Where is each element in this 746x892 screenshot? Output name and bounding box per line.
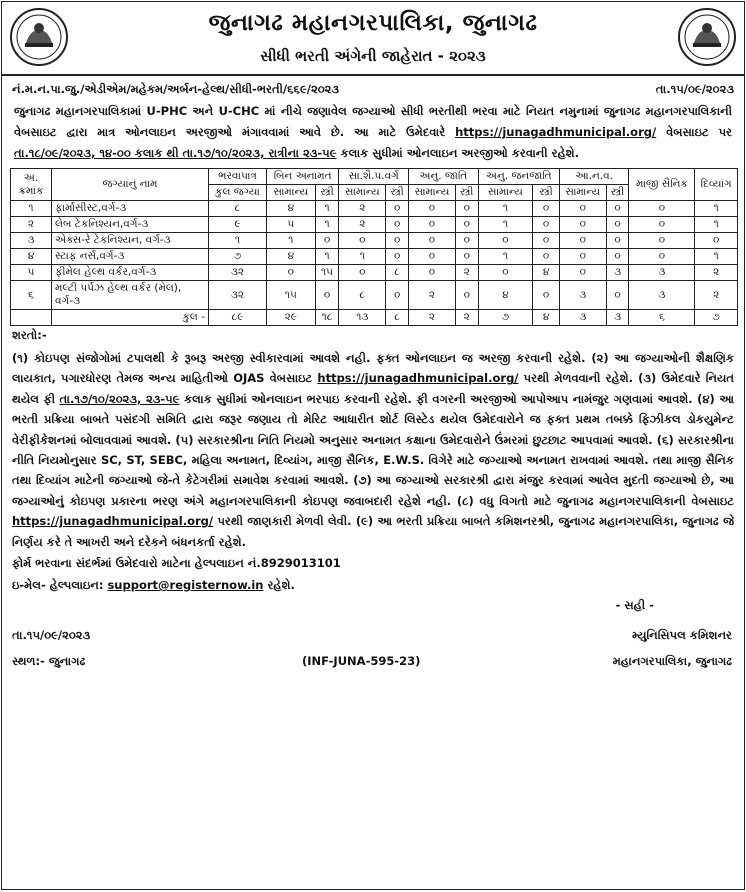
table-cell: ૦ <box>629 201 695 217</box>
totals-cell: ૨ <box>409 310 456 326</box>
post-name: ફાર્માસીસ્ટ,વર્ગ-૩ <box>52 201 209 217</box>
table-cell: ૦ <box>533 249 560 265</box>
header-ex-serviceman: માજી સૈનિક <box>629 169 695 201</box>
post-total: ૩૨ <box>209 265 267 281</box>
posts-table <box>10 168 738 326</box>
table-cell: ૧ <box>695 201 738 217</box>
table-cell: ૦ <box>606 281 629 310</box>
conditions-heading: શરતો:- <box>12 328 47 342</box>
table-row <box>11 281 738 310</box>
table-cell: ૨ <box>695 265 738 281</box>
table-cell: ૦ <box>478 265 533 281</box>
conditions-text: પરથી મેળવવાની રહેશે. (૩) ઉમેદવારે નિયત થયેલ ફી <box>12 371 734 406</box>
post-total: ૭ <box>209 249 267 265</box>
email-suffix: રહેશે. <box>263 578 295 593</box>
table-cell: ૧ <box>315 249 339 265</box>
table-row <box>11 233 738 249</box>
table-cell: ૦ <box>533 233 560 249</box>
table-cell: ૧૫ <box>315 265 339 281</box>
totals-label: કુલ - <box>52 310 209 326</box>
totals-cell: ૩ <box>559 310 606 326</box>
page-title: જુનાગઢ મહાનગરપાલિકા, જુનાગઢ <box>208 10 538 36</box>
table-cell: ૦ <box>559 265 606 281</box>
page-subtitle: સીધી ભરતી અંગેની જાહેરાત - ૨૦૨૩ <box>260 47 486 65</box>
totals-cell: ૪ <box>533 310 560 326</box>
header-ews: આ.ન.વ. <box>559 169 629 185</box>
header-sr: અ. ક્રમાંક <box>11 169 52 201</box>
email-link[interactable]: support@registernow.in <box>107 578 264 593</box>
table-cell: ૦ <box>386 217 409 233</box>
totals-cell: ૨ <box>455 310 478 326</box>
table-cell: ૦ <box>386 201 409 217</box>
table-cell: ૩ <box>629 281 695 310</box>
table-cell: ૧ <box>695 249 738 265</box>
header-female: સ્ત્રી <box>606 185 629 201</box>
signatory-designation: મ્યુનિસિપલ કમિશનર <box>632 628 732 643</box>
table-cell: ૦ <box>606 217 629 233</box>
totals-cell: ૬ <box>629 310 695 326</box>
footer-place: સ્થળ:- જુનાગઢ <box>12 654 86 669</box>
table-row <box>11 249 738 265</box>
header-sebc: સા.શૈ.પ.વર્ગ <box>339 169 409 185</box>
email-label: ઇ-મેલ- હેલ્પલાઇન: <box>12 578 108 593</box>
signatory-office: મહાનગરપાલિકા, જુનાગઢ <box>612 654 732 669</box>
table-cell: ૦ <box>533 201 560 217</box>
conditions-text: કલાક સુધીમાં ઓનલાઇન ભરપાઇ કરવાની રહેશે. ફી વગરની અરજીઓ આપોઆપ નામંજુર ગણવામાં આવશે. (૪) આ ભરતી પ્રક્રિયા બાબતે પસંદગી સમિતિ દ્વારા જરૂર જણાય તો મેરિટ આધારીત શોર્ટ લિસ્ટેડ થયેલ ઉમેદવારોને જ ફક્ત પ્રથમ તબક્કે ફિઝીકલ ડોકયુમેન્ટ વેરીફીકેશનમાં બોલાવવામાં આવશે. (૫) સરકારશ્રીના નિતિ નિયમો અનુસાર અનામત કક્ષાના ઉમેદવારોને ઉંમરમાં છુટછાટ આપવામાં આવશે. (૬) સરકારશ્રીના નીતિ નિયમોનુસાર SC, ST, SEBC, મહિલા અનામત, દિવ્યાંગ, માજી સૈનિક, E.W.S. વિગેરે માટે જગ્યાઓ અનામત રાખવામાં આવશે. તથા માજી સૈનિક તથા દિવ્યાંગ માટેની જગ્યાઓ જે-તે કેટેગરીમાં સમાવેશ કરવામાં આવશે. (૭) આ જગ્યાઓ સરકારશ્રી દ્વારા મંજુર કરવામાં આવેલ મુદતી જગ્યાઓ છે, આ જગ્યાઓનું કોઇપણ પ્રકારના ભરણ અંગે મહાનગરપાલિકાની કોઇપણ જવાબદારી રહેશે નહી. (૮) વધુ વિગતો માટે જુનાગઢ મહાનગરપાલિકાની વેબસાઇટ <box>12 391 734 508</box>
row-number: ૫ <box>11 265 52 281</box>
table-cell: ૧ <box>478 217 533 233</box>
footer <box>2 596 744 672</box>
table-cell: ૫ <box>266 217 315 233</box>
reference-line <box>2 76 744 99</box>
table-cell: ૦ <box>409 217 456 233</box>
table-cell: ૩ <box>606 265 629 281</box>
table-cell: ૦ <box>339 265 386 281</box>
application-period: તા.૧૮/૦૯/૨૦૨૩, ૧૪-૦૦ કલાક થી તા.૧૭/૧૦/૨૦૨૩, રાત્રીના ૨૩-૫૯ <box>14 146 337 160</box>
table-cell: ૪ <box>533 265 560 281</box>
table-cell: ૦ <box>339 233 386 249</box>
totals-blank <box>11 310 52 326</box>
table-cell: ૦ <box>606 233 629 249</box>
table-cell: ૦ <box>386 233 409 249</box>
table-row <box>11 201 738 217</box>
table-cell: ૧ <box>478 249 533 265</box>
table-cell: ૦ <box>455 201 478 217</box>
table-cell: ૨ <box>695 281 738 310</box>
table-cell: ૩ <box>629 265 695 281</box>
table-cell: ૧ <box>695 217 738 233</box>
table-cell: ૪ <box>478 281 533 310</box>
header-divyang: દિવ્યાંગ <box>695 169 738 201</box>
header-general: સામાન્ય <box>478 185 533 201</box>
conditions-paragraph <box>2 345 744 552</box>
table-cell: ૦ <box>533 217 560 233</box>
reference-date: તા.૧૫/૦૯/૨૦૨૩ <box>655 82 734 96</box>
intro-text: કલાક સુધીમાં ઓનલાઇન અરજીઓ કરવાની રહેશે. <box>336 146 580 160</box>
table-cell: ૦ <box>478 233 533 249</box>
totals-cell: ૭ <box>478 310 533 326</box>
helpline-email-line <box>12 574 734 596</box>
table-cell: ૨ <box>339 217 386 233</box>
header-unreserved: બિન અનામત <box>266 169 338 185</box>
table-row <box>11 217 738 233</box>
table-cell: ૦ <box>695 233 738 249</box>
website-link[interactable]: https://junagadhmunicipal.org/ <box>317 371 519 386</box>
footer-date: તા.૧૫/૦૯/૨૦૨૩ <box>12 628 91 643</box>
totals-cell: ૧૩ <box>339 310 386 326</box>
table-cell: ૦ <box>606 249 629 265</box>
totals-cell: ૧૮ <box>315 310 339 326</box>
table-cell: ૧ <box>315 201 339 217</box>
conditions-text: પરથી જાણકારી મેળવી લેવી. (૯) આ ભરતી પ્રક્રિયા બાબતે કમિશનરશ્રી, જુનાગઢ મહાનગરપાલિકા, જુનાગઢ જે નિર્ણય કરે તે આખરી અને દરેકને બંધનકર્તા રહેશે. <box>12 514 734 549</box>
table-cell: ૧૫ <box>266 281 315 310</box>
table-cell: ૦ <box>409 265 456 281</box>
row-number: ૧ <box>11 201 52 217</box>
header-post-name: જગ્યાનું નામ <box>52 169 209 201</box>
helpline-phone: ફોર્મ ભરવાના સંદર્ભમાં ઉમેદવારો માટેના હેલ્પલાઇન નં.8929013101 <box>12 556 341 571</box>
post-name: સ્ટાફ નર્સ,વર્ગ-૩ <box>52 249 209 265</box>
table-cell: ૮ <box>339 281 386 310</box>
website-link[interactable]: https://junagadhmunicipal.org/ <box>455 125 657 139</box>
table-row <box>11 265 738 281</box>
table-cell: ૦ <box>455 233 478 249</box>
table-cell: ૦ <box>409 201 456 217</box>
header-female: સ્ત્રી <box>533 185 560 201</box>
header-general: સામાન્ય <box>339 185 386 201</box>
table-cell: ૦ <box>559 201 606 217</box>
header <box>2 2 744 76</box>
table-cell: ૩ <box>559 281 606 310</box>
table-cell: ૦ <box>409 233 456 249</box>
table-cell: ૧ <box>478 201 533 217</box>
advertisement-page <box>1 1 745 890</box>
table-cell: ૨ <box>455 265 478 281</box>
post-total: ૧ <box>209 233 267 249</box>
website-link[interactable]: https://junagadhmunicipal.org/ <box>12 514 214 529</box>
table-cell: ૨ <box>409 281 456 310</box>
table-cell: ૦ <box>386 281 409 310</box>
header-st: અનુ. જનજાતિ <box>478 169 559 185</box>
table-cell: ૦ <box>533 281 560 310</box>
post-total: ૩૨ <box>209 281 267 310</box>
table-cell: ૦ <box>455 217 478 233</box>
header-total: કુલ જગ્યા <box>209 185 267 201</box>
table-cell: ૨ <box>339 201 386 217</box>
post-name: લેબ ટેકનિશ્યન,વર્ગ-૩ <box>52 217 209 233</box>
totals-cell: ૨૯ <box>266 310 315 326</box>
table-cell: ૪ <box>266 201 315 217</box>
row-number: ૨ <box>11 217 52 233</box>
table-cell: ૧ <box>266 233 315 249</box>
header-fill: ભરવાપાત્ર <box>209 169 267 185</box>
table-cell: ૦ <box>455 249 478 265</box>
header-female: સ્ત્રી <box>455 185 478 201</box>
post-total: ૮ <box>209 201 267 217</box>
totals-cell: ૩ <box>606 310 629 326</box>
header-female: સ્ત્રી <box>315 185 339 201</box>
table-cell: ૦ <box>629 233 695 249</box>
table-cell: ૪ <box>266 249 315 265</box>
totals-cell: ૮ <box>386 310 409 326</box>
table-cell: ૧ <box>315 217 339 233</box>
header-female: સ્ત્રી <box>386 185 409 201</box>
intro-paragraph <box>2 99 744 168</box>
table-cell: ૦ <box>315 233 339 249</box>
table-cell: ૧ <box>339 249 386 265</box>
table-cell: ૦ <box>629 249 695 265</box>
post-total: ૯ <box>209 217 267 233</box>
table-cell: ૦ <box>559 233 606 249</box>
table-cell: ૦ <box>455 281 478 310</box>
post-name: એક્સ-રે ટેકનિશ્યન, વર્ગ-૩ <box>52 233 209 249</box>
intro-text: જુનાગઢ મહાનગરપાલિકામાં U-PHC અને U-CHC માં નીચે જણાવેલ જગ્યાઓ સીધી ભરતીથી ભરવા માટે નિયત નમુનામાં જુનાગઢ મહાનગરપાલિકાની વેબસાઇટ દ્વારા માત્ર ઓનલાઇન અરજીઓ મંગાવવામાં આવે છે. આ માટે ઉમેદવારે <box>14 104 732 139</box>
row-number: ૩ <box>11 233 52 249</box>
table-cell: ૮ <box>386 265 409 281</box>
table-cell: ૦ <box>266 265 315 281</box>
table-cell: ૦ <box>409 249 456 265</box>
header-general: સામાન્ય <box>266 185 315 201</box>
post-name: ફીમેલ હેલ્થ વર્કર,વર્ગ-૩ <box>52 265 209 281</box>
totals-cell: ૭ <box>695 310 738 326</box>
footer-code: (INF-JUNA-595-23) <box>302 654 421 669</box>
totals-total: ૮૯ <box>209 310 267 326</box>
reference-number: નં.મ.ન.પા.જુ./એડીએમ/મહેકમ/અર્બન-હેલ્થ/સીધી-ભરતી/૬૬૯/૨૦૨૩ <box>12 82 340 96</box>
intro-text: વેબસાઇટ પર <box>656 125 732 139</box>
table-cell: ૦ <box>559 217 606 233</box>
table-cell: ૦ <box>629 217 695 233</box>
header-sc: અનુ. જાતિ <box>409 169 479 185</box>
helpline-block <box>2 552 744 596</box>
table-cell: ૦ <box>606 201 629 217</box>
header-general: સામાન્ય <box>559 185 606 201</box>
signature-mark: - સહી - <box>615 598 654 613</box>
post-name: મલ્ટી પર્પઝ હેલ્થ વર્કર (મેલ), વર્ગ-૩ <box>52 281 209 310</box>
header-general: સામાન્ય <box>409 185 456 201</box>
totals-row <box>11 310 738 326</box>
fee-deadline: તા.૧૭/૧૦/૨૦૨૩, ૨૩-૫૯ <box>59 391 180 406</box>
table-cell: ૦ <box>386 249 409 265</box>
row-number: ૬ <box>11 281 52 310</box>
conditions-text: (૧) કોઇપણ સંજોગોમાં ટપાલથી કે રૂબરૂ અરજી સ્વીકારવામાં આવશે નહી. ફક્ત ઓનલાઇન જ અરજી કરવાની રહેશે. (૨) આ જગ્યાઓની શૈક્ષણિક લાયકાત, પગારધોરણ તેમજ અન્ય માહિતીઓ OJAS વેબસાઇટ <box>12 351 734 386</box>
row-number: ૪ <box>11 249 52 265</box>
table-cell: ૦ <box>315 281 339 310</box>
table-cell: ૦ <box>559 249 606 265</box>
